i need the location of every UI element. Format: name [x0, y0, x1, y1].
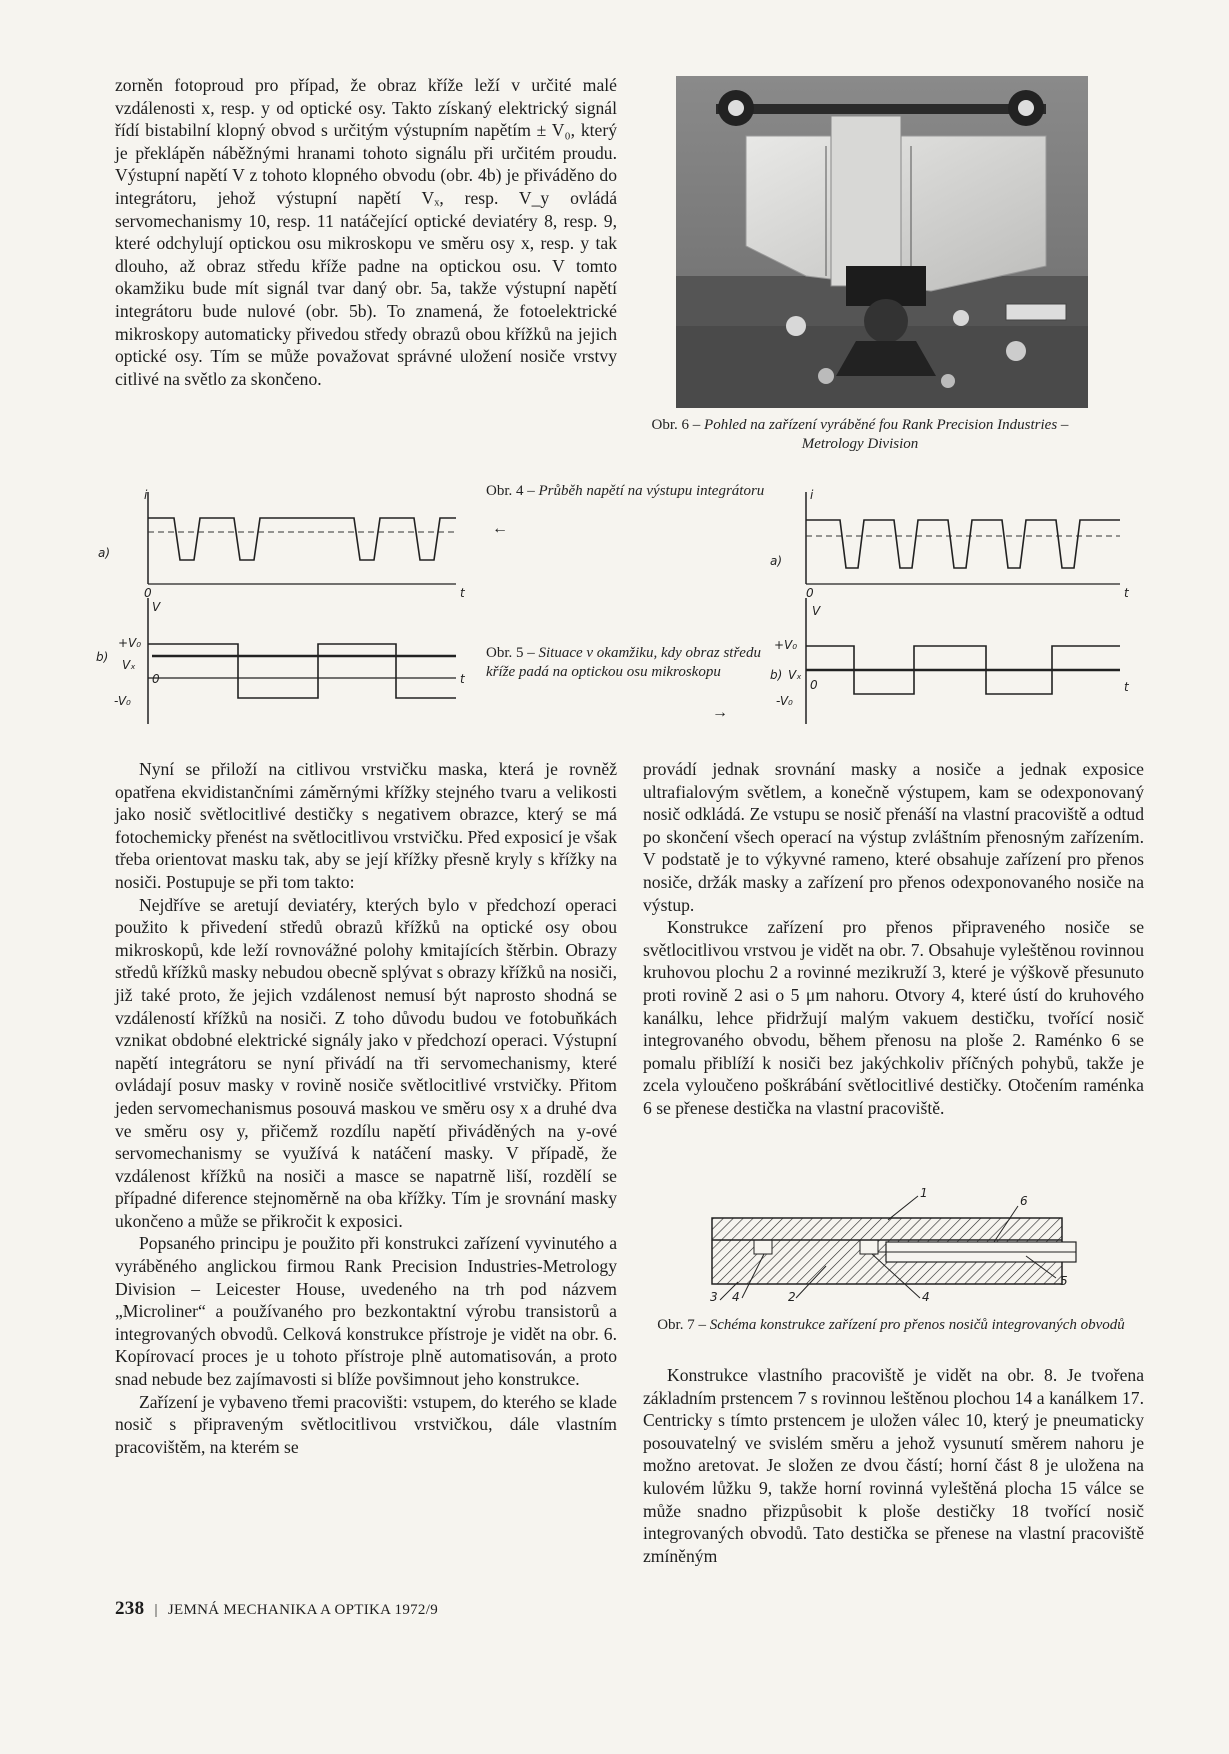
fig7-label-1: 1	[920, 1186, 928, 1200]
waveform-diagram-left	[96, 488, 486, 728]
left-plus-v0-label: +V₀	[118, 636, 142, 650]
fig7-caption	[643, 1316, 1139, 1335]
waveform-diagram-right	[770, 488, 1150, 728]
footer-separator: |	[154, 1602, 158, 1618]
fig7-label-5: 5	[1060, 1274, 1068, 1288]
right-minus-v0-label: -V₀	[776, 694, 793, 708]
fig4-caption-lead: Obr. 4 –	[486, 483, 535, 499]
fig4-caption	[486, 482, 770, 501]
fig7-label-3: 3	[710, 1290, 718, 1304]
right-b-label: b)	[770, 668, 783, 682]
right-plus-v0-label: +V₀	[774, 638, 798, 652]
right-t-b-label: t	[1124, 680, 1129, 694]
fig5-caption-lead: Obr. 5 –	[486, 645, 535, 661]
left-i-label: i	[144, 488, 148, 502]
fig7-drawing	[676, 1186, 1116, 1306]
right-paragraph-2: Konstrukce zařízení pro přenos připraveného nosiče se světlocitlivou vrstvou je vidět na obr. 7. Obsahuje vyleštěnou rovinnou kruhovou plochu 2 a rovinné mezikruží 3, které je výškově přesunuto proti rovině 2 asi o 5 μm nahoru. Otvory 4, které ústí do kruhového kanálku, lehce přidržují malým vakuem destičku, tvořící nosič integrovaného obvodu, během přenosu na ploše 2. Raménko 6 se pomalu přiblíží k nosiči bez jakýchkoliv příčných pohybů, takže je zcela vyloučeno poškrábání světlocitlivé destičky. Otočením raménka 6 se přenese destička na vlastní pracoviště.	[643, 917, 1144, 1118]
right-v-label: V	[812, 604, 821, 618]
page-footer	[115, 1598, 438, 1620]
left-t-b-label: t	[460, 672, 465, 686]
fig6-photo	[676, 76, 1088, 408]
left-v-label: V	[152, 600, 161, 614]
right-column-bottom	[643, 1364, 1144, 1567]
left-zero-b-label: 0	[152, 672, 160, 686]
right-zero-label: 0	[806, 586, 814, 600]
fig4-caption-text: Průběh napětí na výstupu integrátoru	[538, 483, 765, 499]
left-paragraph-1: Nyní se přiloží na citlivou vrstvičku maska, která je rovněž opatřena ekvidistančními záměrnými křížky stejného tvaru a velikosti jako nosič světlocitlivé destičky s negativem obrazce, který se má fotochemicky přenést na světlocitlivou vrstvičku. Před exposicí je však třeba orientovat masku tak, aby se její křížky přesně kryly s křížky na nosiči. Postupuje se při tom takto:	[115, 759, 617, 892]
left-paragraph-4: Zařízení je vybaveno třemi pracovišti: vstupem, do kterého se klade nosič s připraveným světlocitlivou vrstvičkou, dále vlastním pracovištěm, na kterém se	[115, 1391, 617, 1457]
right-paragraph-3: Konstrukce vlastního pracoviště je vidět na obr. 8. Je tvořena základním prstencem 7 s rovinnou leštěnou plochou 14 a kanálkem 17. Centricky s tímto prstencem je uložen válec 10, který je pneumaticky posouvatelný ve svislém směru a jehož vysunutí směrem nahoru je možno aretovat. Je složen ze dvou částí; horní část 8 je uložena na kulovém lůžku 9, takže horní rovinná vyleštěná plocha 15 válce se může snadno přizpůsobit k ploše destičky 18 tvořící nosič integrovaných obvodů. Tato destička se přenese na vlastní pracoviště zmíněným	[643, 1365, 1144, 1566]
intro-text: zorněn fotoproud pro případ, že obraz kříže leží v určité malé vzdálenosti x, resp. y od optické osy. Takto získaný elektrický signál řídí bistabilní klopný obvod s určitým výstupním napětím ± V₀, který je překlápěn náběžnými hranami tohoto signálu při určitém proudu. Výstupní napětí V z tohoto klopného obvodu (obr. 4b) je přiváděno do integrátoru, jehož výstupní napětí Vₓ, resp. V_y ovládá servomechanismy 10, resp. 11 natáčející optické deviatéry 8, resp. 9, které odchylují optickou osu mikroskopu ve směru osy x, resp. y tak dlouho, až obraz středu kříže padne na optickou osu. V tomto okamžiku bude mít signál tvar daný obr. 5a, takže výstupní napětí integrátoru bude nulové (obr. 5b). To znamená, že fotoelektrické mikroskopy automaticky přivedou středy obrazů obou křížků na jejich optické osy. Tím se může považovat správné uložení nosiče vrstvy citlivé na světlo za skončeno.	[115, 75, 617, 389]
fig5-arrow: →	[712, 704, 728, 721]
left-vx-label: Vₓ	[122, 658, 136, 672]
left-paragraph-3: Popsaného principu je použito při konstrukci zařízení vyvinutého a vyráběného anglickou firmou Rank Precision Industries-Metrology Division – Leicester House, uvedeného na trh pod názvem „Microliner“ a používaného pro bezkontaktní výrobu transistorů a integrovaných obvodů. Celková konstrukce přístroje je vidět na obr. 6. Kopírovací proces je u tohoto přístroje plně automatisován, a proto snad nebude bez zajímavosti si blíže povšimnout jeho konstrukce.	[115, 1233, 617, 1390]
journal-name: JEMNÁ MECHANIKA A OPTIKA 1972/9	[167, 1602, 438, 1618]
right-i-label: i	[810, 488, 814, 502]
fig4-arrow: ←	[492, 520, 508, 537]
left-t-label: t	[460, 586, 465, 600]
fig5-caption	[486, 644, 770, 682]
fig7-label-2: 2	[788, 1290, 796, 1304]
fig7-svg	[676, 1186, 1116, 1306]
microliner-photo-illustration	[676, 76, 1088, 408]
fig6-caption-lead: Obr. 6 –	[651, 417, 701, 433]
left-paragraph-2: Nejdříve se aretují deviatéry, kterých bylo v předchozí operaci použito k přivedení středů obrazů křížků na optické osy obou mikroskopů, kde leží rovnovážné polohy kmitajících štěrbin. Obrazy středů křížků masky nebudou obecně splývat s obrazy křížků na nosiči, již také proto, že jejich vzdálenost nemusí být naprosto shodná se vzdáleností křížků na nosiči. Z toho důvodu budou ve fotobuňkách vznikat obdobné elektrické signály jako v předchozí operaci. Výstupní napětí integrátoru se nyní přivádí na tři servomechanismy, které ovládají posuv masky v rovině nosiče světlocitlivé vrstvičky. Přitom jeden servomechanismus posouvá maskou ve směru osy x a druhé dva ve směru osy y, přičemž rozdílu napětí přiváděných na y-ové servomechanismy se využívá k natáčení masky. V případě, že vzdálenost křížků na nosiči a masce se napatrně liší, rozdělí se případné diference stejnoměrně na oba křížky. Tím je srovnání masky ukončeno a může se přikročit k exposici.	[115, 894, 617, 1231]
left-a-label: a)	[98, 546, 111, 560]
fig7-caption-lead: Obr. 7 –	[657, 1317, 706, 1333]
left-b-label: b)	[96, 650, 109, 664]
fig6-caption	[636, 416, 1084, 454]
fig7-label-4a: 4	[732, 1290, 740, 1304]
right-zero-b-label: 0	[810, 678, 818, 692]
waveform-right-svg	[770, 488, 1150, 728]
fig6-caption-text: Pohled na zařízení vyráběné fou Rank Precision Industries – Metrology Division	[704, 417, 1069, 452]
left-minus-v0-label: -V₀	[114, 694, 131, 708]
right-column-top	[643, 758, 1144, 1120]
right-vx-label: Vₓ	[788, 668, 802, 682]
fig7-label-4b: 4	[922, 1290, 930, 1304]
right-a-label: a)	[770, 554, 783, 568]
fig7-caption-text: Schéma konstrukce zařízení pro přenos nosičů integrovaných obvodů	[709, 1317, 1125, 1333]
right-t-label: t	[1124, 586, 1129, 600]
left-zero-label: 0	[144, 586, 152, 600]
page-number: 238	[115, 1598, 145, 1619]
left-column	[115, 758, 617, 1458]
right-paragraph-1: provádí jednak srovnání masky a nosiče a jednak exposice ultrafialovým světlem, a konečně výstupem, kam se odexponovaný nosič odkládá. Ze vstupu se nosič přenáší na vlastní pracoviště a odtud po skončení všech operací na výstup zvláštním přenosným zařízením. V podstatě je to výkyvné rameno, které obsahuje zařízení pro přenos nosiče, držák masky a zařízení pro přenos odexponovaného nosiče na výstup.	[643, 759, 1144, 915]
fig5-caption-text: Situace v okamžiku, kdy obraz středu kříže padá na optickou osu mikroskopu	[486, 645, 761, 680]
intro-paragraph	[115, 74, 617, 390]
fig7-label-6: 6	[1020, 1194, 1028, 1208]
